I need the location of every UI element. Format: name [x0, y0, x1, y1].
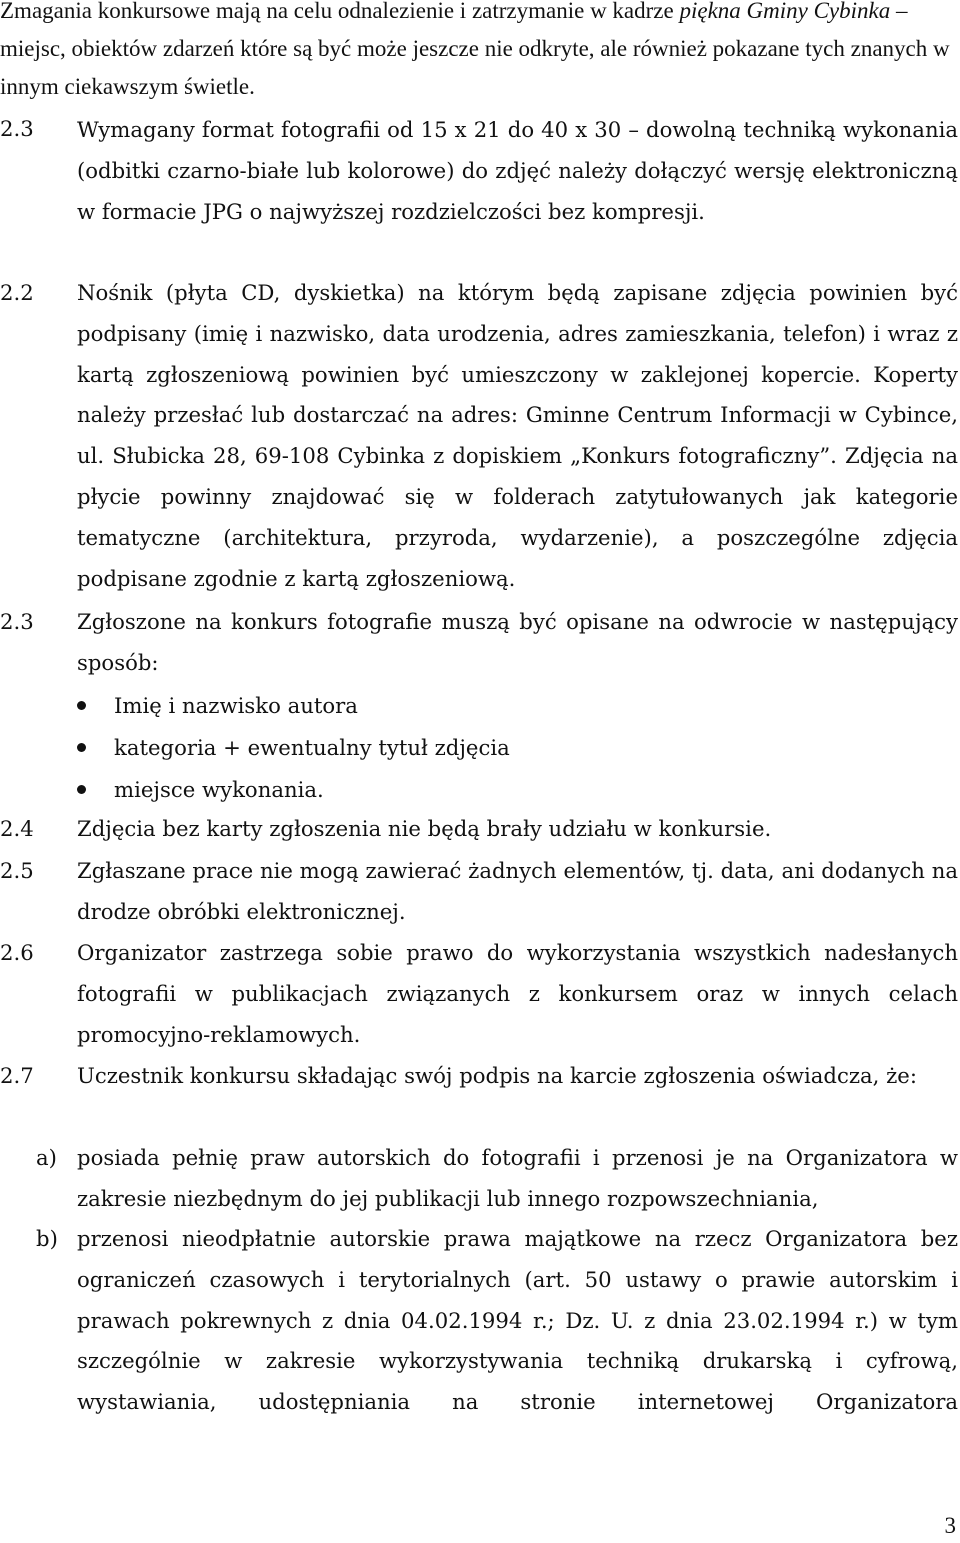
section-2-3-description — [0, 602, 958, 684]
intro-italic-phrase: piękna Gminy Cybinka — [679, 0, 891, 23]
section-text: Zgłaszane prace nie mogą zawierać żadnych elementów, tj. data, ani dodanych na drodze obróbki elektronicznej. — [77, 858, 958, 924]
section-2-6-usage-rights — [0, 933, 958, 1055]
bullet-text: kategoria + ewentualny tytuł zdjęcia — [114, 735, 510, 760]
list-item — [0, 685, 958, 727]
sub-item-text: posiada pełnię praw autorskich do fotografii i przenosi je na Organizatora w zakresie niezbędnym do jej publikacji lub innego rozpowszechniania, — [77, 1145, 958, 1211]
sub-item-label: a) — [36, 1145, 57, 1170]
section-text: Organizator zastrzega sobie prawo do wykorzystania wszystkich nadesłanych fotografii w publikacjach związanych z konkursem oraz w innych celach promocyjno-reklamowych. — [77, 940, 958, 1047]
bullet-icon — [77, 743, 86, 752]
section-text: Wymagany format fotografii od 15 x 21 do 40 x 30 – dowolną techniką wykonania (odbitki czarno-białe lub kolorowe) do zdjęć należy dołączyć wersję elektroniczną w formacie JPG o najwyższej rozdzielczości bez kompresji. — [77, 117, 958, 224]
section-text: Nośnik (płyta CD, dyskietka) na którym będą zapisane zdjęcia powinien być podpisany (imię i nazwisko, data urodzenia, adres zamieszkania, telefon) i wraz z kartą zgłoszeniową powinien być umieszczony w zaklejonej kopercie. Koperty należy przesłać lub dostarczać na adres: Gminne Centrum Informacji w Cybince, ul. Słubicka 28, 69-108 Cybinka z dopiskiem „Konkurs fotograficzny”. Zdjęcia na płycie powinny znajdować się w folderach zatytułowanych jak kategorie tematyczne (architektura, przyroda, wydarzenie), a poszczególne zdjęcia podpisane zgodnie z kartą zgłoszeniową. — [77, 280, 958, 591]
section-text: Zdjęcia bez karty zgłoszenia nie będą brały udziału w konkursie. — [77, 816, 772, 841]
section-number: 2.4 — [0, 816, 34, 841]
section-2-2-medium — [0, 273, 958, 599]
section-2-5-no-elements — [0, 851, 958, 933]
section-number: 2.7 — [0, 1063, 34, 1088]
section-text: Zgłoszone na konkurs fotografie muszą być opisane na odwrocie w następujący sposób: — [77, 609, 958, 675]
sub-item-label: b) — [36, 1226, 58, 1251]
sub-item-text: przenosi nieodpłatnie autorskie prawa majątkowe na rzecz Organizatora bez ograniczeń czasowych i terytorialnych (art. 50 ustawy o prawie autorskim i prawach pokrewnych z dnia 04.02.1994 r.; Dz. U. z dnia 23.02.1994 r.) w tym szczególnie w zakresie wykorzystywania techniką drukarską i cyfrową, wystawiania, udostępniania na stronie internetowej Organizatora — [77, 1226, 958, 1415]
page-number: 3 — [944, 1513, 956, 1538]
bullet-text: Imię i nazwisko autora — [114, 693, 358, 718]
intro-paragraph — [0, 0, 958, 106]
description-bullet-list — [0, 685, 958, 811]
section-2-3-format — [0, 109, 958, 232]
section-2-4-no-form — [0, 809, 958, 850]
declaration-item-b — [0, 1219, 958, 1423]
declaration-item-a — [0, 1138, 958, 1220]
section-number: 2.5 — [0, 858, 34, 883]
list-item — [0, 727, 958, 769]
section-number: 2.6 — [0, 940, 34, 965]
section-text: Uczestnik konkursu składając swój podpis na karcie zgłoszenia oświadcza, że: — [77, 1063, 917, 1088]
section-number: 2.3 — [0, 116, 34, 141]
bullet-icon — [77, 701, 86, 710]
intro-text-end: – miejsc, obiektów zdarzeń które są być może jeszcze nie odkryte, ale również pokazane tych znanych w innym ciekawszym świetle. — [0, 0, 950, 99]
section-number: 2.3 — [0, 609, 34, 634]
bullet-text: miejsce wykonania. — [114, 777, 324, 802]
section-number: 2.2 — [0, 280, 34, 305]
list-item — [0, 769, 958, 811]
section-2-7-declaration — [0, 1056, 958, 1097]
bullet-icon — [77, 785, 86, 794]
intro-text-start: Zmagania konkursowe mają na celu odnalezienie i zatrzymanie w kadrze — [0, 0, 680, 23]
